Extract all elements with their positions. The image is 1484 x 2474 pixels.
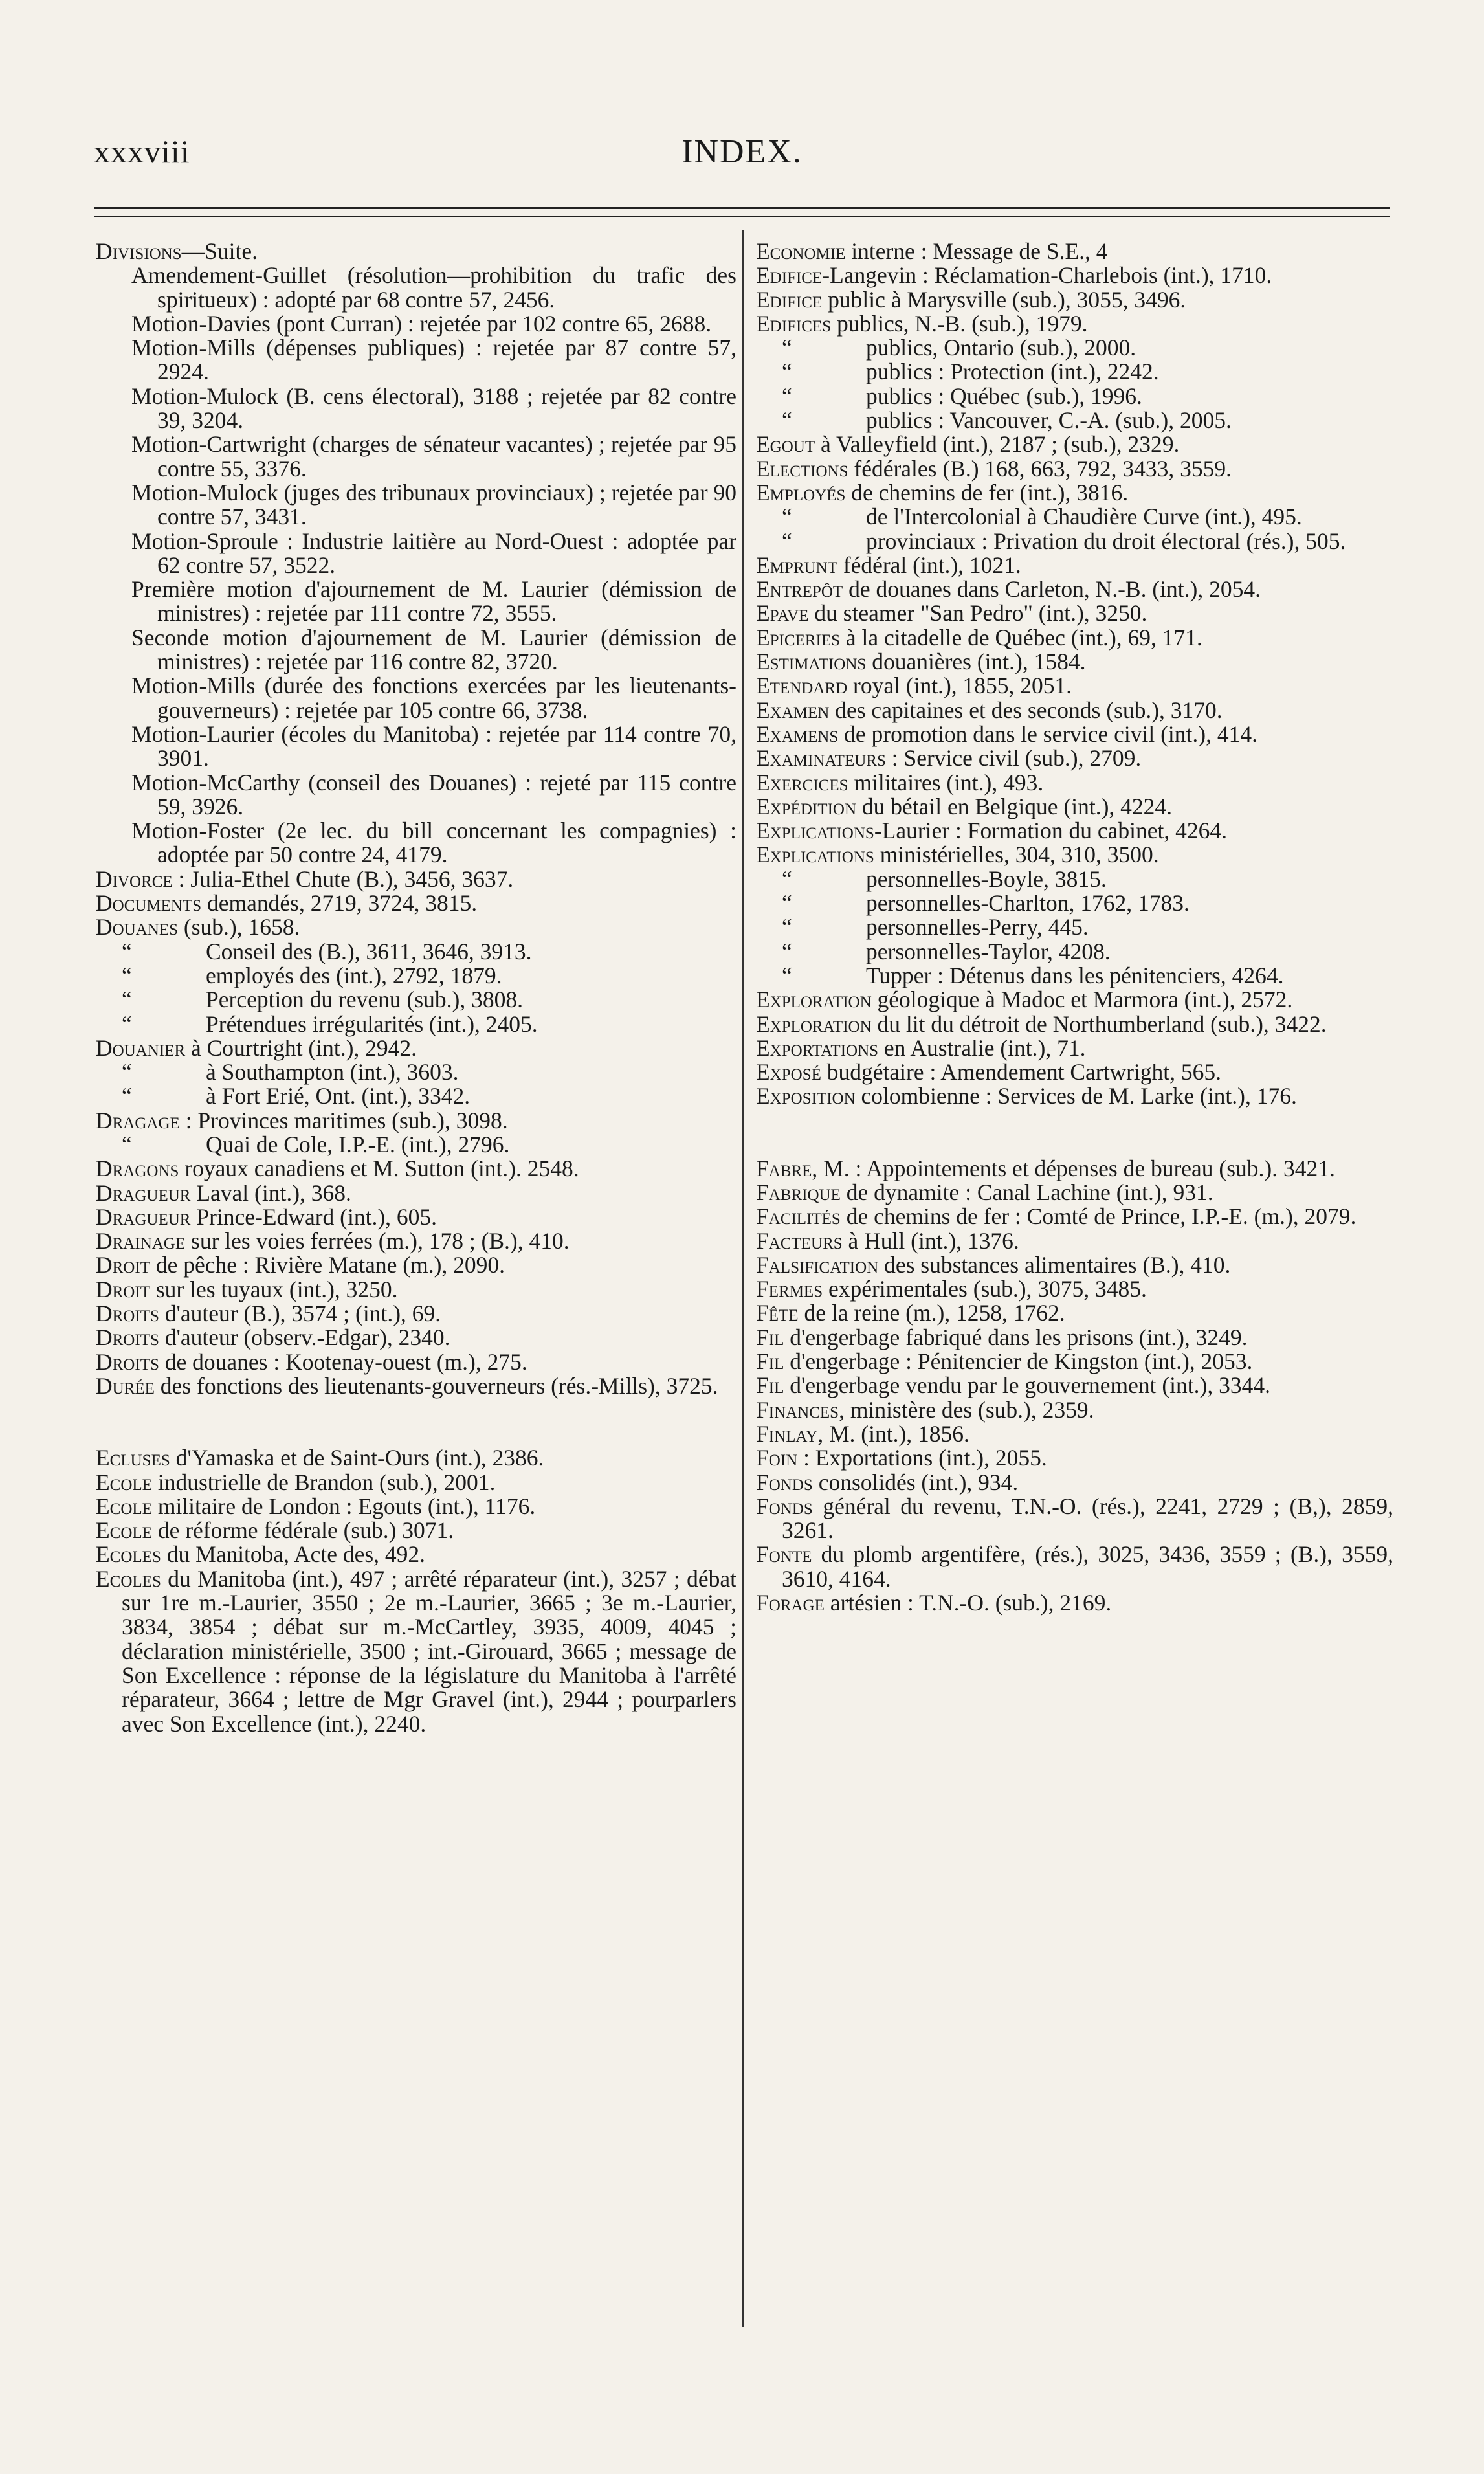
index-entry-text: Prétendues irrégularités (int.), 2405. <box>206 1010 538 1037</box>
index-keyword: Expédition <box>756 793 856 819</box>
index-keyword: Finlay <box>756 1420 818 1447</box>
index-entry <box>96 674 736 722</box>
index-keyword: Explications <box>756 818 874 844</box>
index-entry-text: : Exportations (int.), 2055. <box>797 1445 1047 1471</box>
index-entry <box>756 650 1393 674</box>
index-keyword: Douanier <box>96 1034 186 1061</box>
index-keyword: Fil <box>756 1324 784 1350</box>
index-entry <box>96 312 736 336</box>
ditto-mark: “ <box>782 504 792 530</box>
index-keyword: Facilités <box>756 1203 841 1230</box>
index-keyword: Fabre <box>756 1155 812 1181</box>
index-entry <box>96 867 736 891</box>
index-entry-text: -Laurier : Formation du cabinet, 4264. <box>874 818 1227 844</box>
index-entry <box>96 1133 736 1157</box>
index-entry-text: à Southampton (int.), 3603. <box>206 1059 459 1086</box>
index-entry <box>756 1591 1393 1615</box>
index-keyword: Estimations <box>756 649 867 675</box>
ditto-mark: “ <box>782 914 792 941</box>
ditto-mark: “ <box>782 407 792 434</box>
index-entry-text: du steamer "San Pedro" (int.), 3250. <box>808 600 1147 627</box>
index-keyword: Ecoles <box>96 1541 161 1568</box>
index-entry-text: du Manitoba, Acte des, 492. <box>161 1541 426 1568</box>
index-entry-text: Quai de Cole, I.P.-E. (int.), 2796. <box>206 1131 510 1157</box>
index-entry <box>756 1277 1393 1301</box>
index-entry-text: : Service civil (sub.), 2709. <box>885 745 1142 772</box>
index-entry <box>756 722 1393 746</box>
index-keyword: Droit <box>96 1252 150 1278</box>
index-entry-text: des fonctions des lieutenants-gouverneurs (rés.-Mills), 3725. <box>154 1372 718 1399</box>
index-entry-text: Motion-Foster (2e lec. du bill concernant les compagnies) : adoptée par 50 contre 24, 4179. <box>131 818 736 868</box>
index-entry <box>756 1495 1393 1543</box>
index-entry <box>756 1157 1393 1181</box>
index-entry-text: Laval (int.), 368. <box>190 1179 351 1206</box>
index-entry <box>96 336 736 384</box>
index-keyword: Fête <box>756 1300 799 1326</box>
column-divider <box>742 230 744 2327</box>
index-entry <box>96 1567 736 1736</box>
index-entry-text: , M. : Appointements et dépenses de bureau (sub.). 3421. <box>812 1155 1335 1181</box>
index-entry <box>756 1398 1393 1422</box>
index-entry-text: , ministère des (sub.), 2359. <box>839 1396 1094 1423</box>
index-entry <box>756 1084 1393 1108</box>
index-entry-text: des capitaines et des seconds (sub.), 3170. <box>829 697 1223 723</box>
index-entry-text: Motion-Laurier (écoles du Manitoba) : rejetée par 114 contre 70, 3901. <box>131 720 736 772</box>
index-entry <box>96 432 736 481</box>
index-entry <box>96 1374 736 1398</box>
index-entry-text: de la reine (m.), 1258, 1762. <box>798 1300 1065 1326</box>
index-entry <box>756 771 1393 795</box>
index-entry <box>756 674 1393 698</box>
index-entry <box>756 626 1393 650</box>
index-keyword: Examen <box>756 697 830 723</box>
index-entry <box>96 1495 736 1519</box>
index-entry <box>756 1060 1393 1084</box>
index-entry <box>756 1036 1393 1060</box>
index-entry-text: Perception du revenu (sub.), 3808. <box>206 986 523 1013</box>
index-keyword: Documents <box>96 890 202 917</box>
index-entry <box>756 1012 1393 1036</box>
index-entry-text: de chemins de fer : Comté de Prince, I.P.-E. (m.), 2079. <box>840 1203 1357 1230</box>
index-entry <box>756 432 1393 456</box>
index-entry-text: personnelles-Taylor, 4208. <box>866 938 1111 964</box>
index-entry-text: expérimentales (sub.), 3075, 3485. <box>823 1276 1147 1302</box>
index-entry <box>756 1326 1393 1350</box>
index-entry <box>756 360 1393 384</box>
index-entry-text: à Valleyfield (int.), 2187 ; (sub.), 2329. <box>815 431 1180 458</box>
index-entry-text: Tupper : Détenus dans les pénitenciers, 4264. <box>866 962 1284 988</box>
ditto-mark: “ <box>122 938 132 964</box>
ditto-mark: “ <box>782 962 792 988</box>
index-entry <box>756 1374 1393 1398</box>
index-entry-text: publics, N.-B. (sub.), 1979. <box>831 310 1088 337</box>
index-keyword: Exercices <box>756 769 848 796</box>
ditto-mark: “ <box>122 986 132 1013</box>
index-entry <box>756 1229 1393 1253</box>
ditto-mark: “ <box>782 528 792 554</box>
index-keyword: Dragueur <box>96 1179 191 1206</box>
index-entry <box>756 1471 1393 1495</box>
index-keyword: Dragage <box>96 1107 180 1133</box>
index-entry <box>96 1205 736 1229</box>
index-entry <box>756 481 1393 505</box>
index-entry-text: de promotion dans le service civil (int.), 414. <box>838 720 1257 747</box>
index-entry-text: colombienne : Services de M. Larke (int.), 176. <box>855 1083 1297 1109</box>
index-entry-text: d'engerbage vendu par le gouvernement (int.), 3344. <box>784 1372 1270 1399</box>
index-keyword: Fabrique <box>756 1179 841 1205</box>
index-entry-text: Motion-Mulock (juges des tribunaux provinciaux) ; rejetée par 90 contre 57, 3431. <box>131 479 736 530</box>
index-entry <box>96 964 736 988</box>
index-entry <box>96 722 736 771</box>
index-keyword: Ecoles <box>96 1565 161 1592</box>
index-entry-text: provinciaux : Privation du droit électoral (rés.), 505. <box>866 528 1346 554</box>
index-entry <box>756 1253 1393 1277</box>
index-entry <box>96 1278 736 1302</box>
index-keyword: Divisions <box>96 238 182 264</box>
index-entry <box>756 988 1393 1012</box>
index-keyword: Fonte <box>756 1541 812 1568</box>
index-keyword: Exploration <box>756 1010 872 1037</box>
ditto-mark: “ <box>122 1010 132 1037</box>
index-entry-text: d'engerbage fabriqué dans les prisons (int.), 3249. <box>784 1324 1248 1350</box>
index-entry-text: sur les tuyaux (int.), 3250. <box>150 1276 398 1302</box>
page-title: INDEX. <box>681 133 803 170</box>
ditto-mark: “ <box>782 335 792 361</box>
index-keyword: Ecluses <box>96 1445 170 1471</box>
ditto-mark: “ <box>782 890 792 917</box>
index-entry <box>96 1036 736 1060</box>
index-keyword: Fonds <box>756 1469 813 1495</box>
index-keyword: Foin <box>756 1445 798 1471</box>
index-entry-text: Motion-Sproule : Industrie laitière au Nord-Ouest : adoptée par 62 contre 57, 3522. <box>131 528 736 578</box>
index-keyword: Fonds <box>756 1493 813 1519</box>
index-entry-text: Amendement-Guillet (résolution—prohibition du trafic des spiritueux) : adopté par 68 contre 57, 2456. <box>131 262 736 313</box>
index-entry <box>756 795 1393 819</box>
index-entry-text: militaire de London : Egouts (int.), 1176. <box>151 1493 536 1519</box>
index-entry <box>96 1084 736 1108</box>
index-entry-text: employés des (int.), 2792, 1879. <box>206 962 502 988</box>
index-entry <box>756 1205 1393 1229</box>
index-entry-text: industrielle de Brandon (sub.), 2001. <box>151 1469 496 1495</box>
index-entry-text: en Australie (int.), 71. <box>878 1034 1086 1061</box>
index-keyword: Epave <box>756 600 809 627</box>
index-entry <box>756 746 1393 770</box>
index-entry <box>756 867 1393 891</box>
index-entry-text: Prince-Edward (int.), 605. <box>190 1203 437 1230</box>
index-entry <box>756 698 1393 722</box>
index-entry <box>96 891 736 915</box>
index-entry-text: : Provinces maritimes (sub.), 3098. <box>179 1107 508 1133</box>
index-keyword: Droit <box>96 1276 150 1302</box>
index-entry <box>96 1446 736 1470</box>
index-entry <box>96 529 736 578</box>
index-keyword: Egout <box>756 431 815 458</box>
index-entry <box>756 1422 1393 1446</box>
index-entry <box>96 1519 736 1543</box>
index-entry <box>96 1109 736 1133</box>
index-keyword: Fermes <box>756 1276 823 1302</box>
ditto-mark: “ <box>782 359 792 385</box>
index-entry-text: public à Marysville (sub.), 3055, 3496. <box>822 286 1186 313</box>
index-entry-text: : Julia-Ethel Chute (B.), 3456, 3637. <box>172 865 514 892</box>
index-entry <box>96 1060 736 1084</box>
index-entry <box>756 940 1393 964</box>
index-keyword: Examens <box>756 720 839 747</box>
index-entry <box>756 891 1393 915</box>
index-entry <box>96 915 736 939</box>
index-keyword: Falsification <box>756 1251 879 1278</box>
index-entry <box>756 843 1393 867</box>
index-entry-text: du lit du détroit de Northumberland (sub.), 3422. <box>871 1010 1327 1037</box>
index-entry <box>756 601 1393 625</box>
index-entry-text: de l'Intercolonial à Chaudière Curve (int.), 495. <box>866 504 1302 530</box>
index-entry <box>96 1012 736 1036</box>
index-entry-text: à Courtright (int.), 2942. <box>185 1034 417 1061</box>
index-keyword: Emprunt <box>756 552 837 578</box>
index-keyword: Divorce <box>96 865 173 892</box>
index-entry <box>756 1543 1393 1591</box>
index-keyword: Finances <box>756 1396 839 1423</box>
index-entry <box>96 626 736 674</box>
index-keyword: Droits <box>96 1324 159 1351</box>
index-keyword: Ecole <box>96 1517 152 1544</box>
index-entry-text: personnelles-Charlton, 1762, 1783. <box>866 890 1190 917</box>
index-entry <box>756 240 1393 263</box>
index-keyword: Drainage <box>96 1228 186 1254</box>
index-entry <box>96 1543 736 1566</box>
index-keyword: Fil <box>756 1348 784 1375</box>
index-keyword: Dragons <box>96 1155 179 1182</box>
index-entry-text: de dynamite : Canal Lachine (int.), 931. <box>840 1179 1213 1205</box>
index-keyword: Exposition <box>756 1083 856 1109</box>
index-entry-text: douanières (int.), 1584. <box>866 649 1086 675</box>
index-entry <box>756 577 1393 601</box>
index-keyword: Edifices <box>756 310 832 337</box>
index-keyword: Examinateurs <box>756 745 886 772</box>
index-entry-text: d'engerbage : Pénitencier de Kingston (int.), 2053. <box>784 1348 1253 1375</box>
index-entry <box>756 1301 1393 1325</box>
index-keyword: Exploration <box>756 986 872 1013</box>
index-entry <box>96 771 736 819</box>
index-entry <box>756 505 1393 529</box>
index-entry-text: géologique à Madoc et Marmora (int.), 2572. <box>871 986 1293 1013</box>
index-entry-text: Motion-Davies (pont Curran) : rejetée par 102 contre 65, 2688. <box>131 310 712 337</box>
index-keyword: Etendard <box>756 673 848 699</box>
index-entry-text: budgétaire : Amendement Cartwright, 565. <box>821 1059 1222 1086</box>
index-entry <box>96 1471 736 1495</box>
index-entry <box>756 384 1393 408</box>
header-rule-bottom <box>94 216 1390 217</box>
index-entry-text: Motion-Mills (dépenses publiques) : rejetée par 87 contre 57, 2924. <box>131 335 736 385</box>
index-entry-text: publics : Québec (sub.), 1996. <box>866 383 1142 409</box>
index-entry-text: publics, Ontario (sub.), 2000. <box>866 335 1136 361</box>
index-entry-text: interne : Message de S.E., 4 <box>845 238 1108 264</box>
index-entry-text: —Suite. <box>181 238 258 264</box>
index-keyword: Dragueur <box>96 1203 191 1230</box>
index-entry <box>96 384 736 433</box>
index-keyword: Droits <box>96 1348 159 1375</box>
index-entry <box>96 1326 736 1350</box>
ditto-mark: “ <box>122 1083 132 1109</box>
index-entry <box>756 819 1393 843</box>
index-entry <box>756 529 1393 553</box>
index-right-column <box>756 240 1393 1615</box>
index-entry-text: général du revenu, T.N.-O. (rés.), 2241, 2729 ; (B,), 2859, 3261. <box>782 1493 1393 1544</box>
index-entry-text: Seconde motion d'ajournement de M. Laurier (démission de ministres) : rejetée par 116 contre 82, 3720. <box>131 624 736 675</box>
index-entry-text: artésien : T.N.-O. (sub.), 2169. <box>824 1590 1112 1616</box>
index-keyword: Ecole <box>96 1493 152 1519</box>
index-entry-text: Motion-Mulock (B. cens électoral), 3188 ; rejetée par 82 contre 39, 3204. <box>131 383 736 434</box>
index-entry-text: à la citadelle de Québec (int.), 69, 171. <box>840 624 1202 651</box>
index-entry-text: du Manitoba (int.), 497 ; arrêté réparateur (int.), 3257 ; débat sur 1re m.-Laurier, 3550 ; 2e m.-Laurier, 3665 ; 3e m.-Laurier, 3834, 3854 ; débat sur m.-McCartley, 3935, 4009, 4045 ; déclaration ministérielle, 3500 ; int.-Girouard, 3665 ; message de Son Excellence : réponse de la législature du Manitoba à l'arrêté réparateur, 3664 ; lettre de Mgr Gravel (int.), 2944 ; pourparlers avec Son Excellence (int.), 2240. <box>122 1565 736 1737</box>
index-entry <box>96 1302 736 1326</box>
ditto-mark: “ <box>782 383 792 409</box>
index-entry-text: Première motion d'ajournement de M. Laurier (démission de ministres) : rejetée par 111 contre 72, 3555. <box>131 576 736 627</box>
ditto-mark: “ <box>122 962 132 988</box>
index-entry <box>756 263 1393 287</box>
page-header <box>0 133 1484 184</box>
index-entry <box>96 1350 736 1374</box>
index-entry-text: de réforme fédérale (sub.) 3071. <box>151 1517 454 1544</box>
index-entry <box>96 263 736 312</box>
index-entry <box>756 1446 1393 1470</box>
index-entry-text: (sub.), 1658. <box>178 914 300 941</box>
index-entry-text: de douanes dans Carleton, N.-B. (int.), 2054. <box>843 576 1261 603</box>
index-entry-text: de pêche : Rivière Matane (m.), 2090. <box>150 1252 505 1278</box>
index-keyword: Exposé <box>756 1059 821 1086</box>
index-keyword: Economie <box>756 238 846 264</box>
header-rule-top <box>94 207 1390 209</box>
index-entry-text: royal (int.), 1855, 2051. <box>847 673 1072 699</box>
index-entry <box>96 1253 736 1277</box>
index-entry-text: du bétail en Belgique (int.), 4224. <box>856 793 1173 819</box>
index-entry-text: personnelles-Boyle, 3815. <box>866 865 1107 892</box>
index-entry <box>756 336 1393 360</box>
index-keyword: Employés <box>756 479 846 506</box>
index-entry-text: publics : Vancouver, C.-A. (sub.), 2005. <box>866 407 1232 434</box>
index-keyword: Droits <box>96 1300 159 1327</box>
index-entry <box>756 457 1393 481</box>
ditto-mark: “ <box>782 938 792 964</box>
index-entry-text: Motion-McCarthy (conseil des Douanes) : rejeté par 115 contre 59, 3926. <box>131 769 736 819</box>
index-entry <box>96 819 736 867</box>
index-keyword: Durée <box>96 1372 155 1399</box>
index-keyword: Entrepôt <box>756 576 843 603</box>
index-entry <box>756 1181 1393 1205</box>
index-entry-text: à Fort Erié, Ont. (int.), 3342. <box>206 1083 471 1109</box>
index-entry <box>96 481 736 529</box>
index-keyword: Edifice <box>756 262 823 289</box>
index-keyword: Epiceries <box>756 624 841 651</box>
index-keyword: Facteurs <box>756 1227 843 1254</box>
index-keyword: Ecole <box>96 1469 152 1495</box>
index-entry-text: de chemins de fer (int.), 3816. <box>845 479 1129 506</box>
index-entry-text: Motion-Cartwright (charges de sénateur vacantes) ; rejetée par 95 contre 55, 3376. <box>131 431 736 482</box>
index-entry-text: royaux canadiens et M. Sutton (int.). 2548. <box>179 1155 579 1182</box>
index-entry-text: -Langevin : Réclamation-Charlebois (int.), 1710. <box>822 262 1272 289</box>
index-entry <box>96 940 736 964</box>
index-keyword: Fil <box>756 1372 784 1399</box>
index-entry <box>96 1229 736 1253</box>
index-entry-text: Conseil des (B.), 3611, 3646, 3913. <box>206 938 532 964</box>
index-entry <box>96 1157 736 1181</box>
index-entry-text: sur les voies ferrées (m.), 178 ; (B.), 410. <box>185 1228 570 1254</box>
index-keyword: Douanes <box>96 914 179 941</box>
index-entry-text: militaires (int.), 493. <box>848 769 1044 796</box>
ditto-mark: “ <box>122 1059 132 1086</box>
index-entry-text: fédéral (int.), 1021. <box>837 552 1021 578</box>
ditto-mark: “ <box>782 865 792 892</box>
index-entry <box>96 577 736 626</box>
index-entry-text: de douanes : Kootenay-ouest (m.), 275. <box>159 1348 527 1375</box>
index-entry <box>756 915 1393 939</box>
index-left-column <box>96 240 736 1736</box>
index-entry-text: personnelles-Perry, 445. <box>866 914 1089 941</box>
index-entry-text: d'Yamaska et de Saint-Ours (int.), 2386. <box>170 1445 544 1471</box>
index-keyword: Explications <box>756 841 874 868</box>
index-keyword: Elections <box>756 455 848 482</box>
index-entry-text: du plomb argentifère, (rés.), 3025, 3436, 3559 ; (B.), 3559, 3610, 4164. <box>782 1541 1393 1592</box>
index-entry-text: , M. (int.), 1856. <box>817 1420 969 1447</box>
index-entry <box>96 1181 736 1205</box>
index-entry-text: ministérielles, 304, 310, 3500. <box>874 841 1159 868</box>
index-entry-text: consolidés (int.), 934. <box>812 1469 1019 1495</box>
index-entry <box>756 288 1393 312</box>
index-entry-text: demandés, 2719, 3724, 3815. <box>201 890 478 917</box>
page-number: xxxviii <box>94 133 190 170</box>
index-entry-text: publics : Protection (int.), 2242. <box>866 359 1159 385</box>
index-keyword: Edifice <box>756 286 823 313</box>
index-entry <box>756 1350 1393 1374</box>
index-entry <box>96 988 736 1012</box>
index-entry-text: fédérales (B.) 168, 663, 792, 3433, 3559. <box>848 455 1232 482</box>
index-entry-text: d'auteur (B.), 3574 ; (int.), 69. <box>159 1300 441 1327</box>
index-entry-text: des substances alimentaires (B.), 410. <box>878 1251 1231 1278</box>
index-entry-text: d'auteur (observ.-Edgar), 2340. <box>159 1324 450 1351</box>
index-entry <box>756 553 1393 577</box>
index-entry-text: Motion-Mills (durée des fonctions exercées par les lieutenants-gouverneurs) : rejetée par 105 contre 66, 3738. <box>131 673 736 723</box>
index-entry <box>756 408 1393 432</box>
index-entry <box>96 240 736 263</box>
ditto-mark: “ <box>122 1131 132 1157</box>
index-keyword: Forage <box>756 1590 825 1616</box>
index-entry <box>756 312 1393 336</box>
index-entry-text: à Hull (int.), 1376. <box>842 1227 1019 1254</box>
index-entry <box>756 964 1393 988</box>
index-keyword: Exportations <box>756 1034 879 1061</box>
